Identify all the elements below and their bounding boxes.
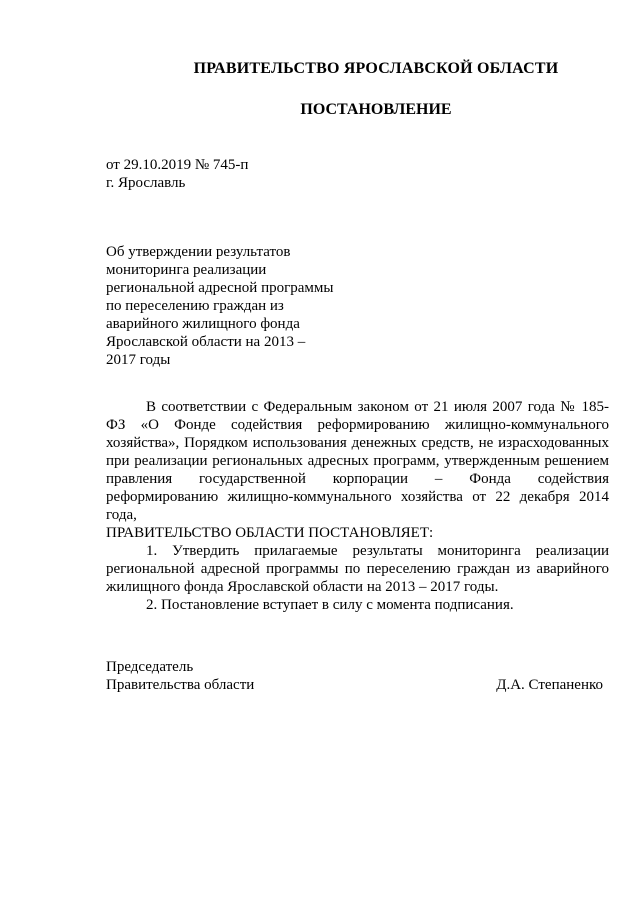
document-meta [106, 156, 248, 192]
signatory-title [106, 658, 254, 694]
subject-line: Об утверждении результатов [106, 244, 291, 260]
signatory-name: Д.А. Степаненко [496, 677, 603, 693]
document-body [106, 398, 609, 614]
subject-line: региональной адресной программы [106, 280, 334, 296]
subject-line: мониторинга реализации [106, 262, 267, 278]
subject-line: аварийного жилищного фонда [106, 316, 300, 332]
subject-line: 2017 годы [106, 352, 171, 368]
preamble-paragraph: В соответствии с Федеральным законом от 21 июля 2007 года № 185-ФЗ «О Фонде содействия реформированию жилищно-коммунального хозяйства», Порядком использования денежных средств, не израсходованных при реализации региональных адресных программ, утвержденным решением правления государственной корпорации – Фонда содействия реформированию жилищно-коммунального хозяйства от 22 декабря 2014 года, [106, 399, 609, 523]
document-subject [106, 243, 356, 369]
decree-item: 2. Постановление вступает в силу с момента подписания. [146, 597, 514, 613]
date-number: от 29.10.2019 № 745-п [106, 157, 249, 173]
decree-heading: ПРАВИТЕЛЬСТВО ОБЛАСТИ ПОСТАНОВЛЯЕТ: [106, 525, 434, 541]
signatory-title-line: Председатель [106, 659, 194, 675]
subject-line: по переселению граждан из [106, 298, 284, 314]
document-type-title: ПОСТАНОВЛЕНИЕ [300, 101, 452, 118]
signatory-title-line: Правительства области [106, 677, 255, 693]
organization-title: ПРАВИТЕЛЬСТВО ЯРОСЛАВСКОЙ ОБЛАСТИ [193, 60, 559, 77]
decree-item: 1. Утвердить прилагаемые результаты мониторинга реализации региональной адресной программы по переселению граждан из аварийного жилищного фонда Ярославской области на 2013 – 2017 годы. [106, 543, 609, 595]
city: г. Ярославль [106, 175, 186, 191]
subject-line: Ярославской области на 2013 – [106, 334, 306, 350]
